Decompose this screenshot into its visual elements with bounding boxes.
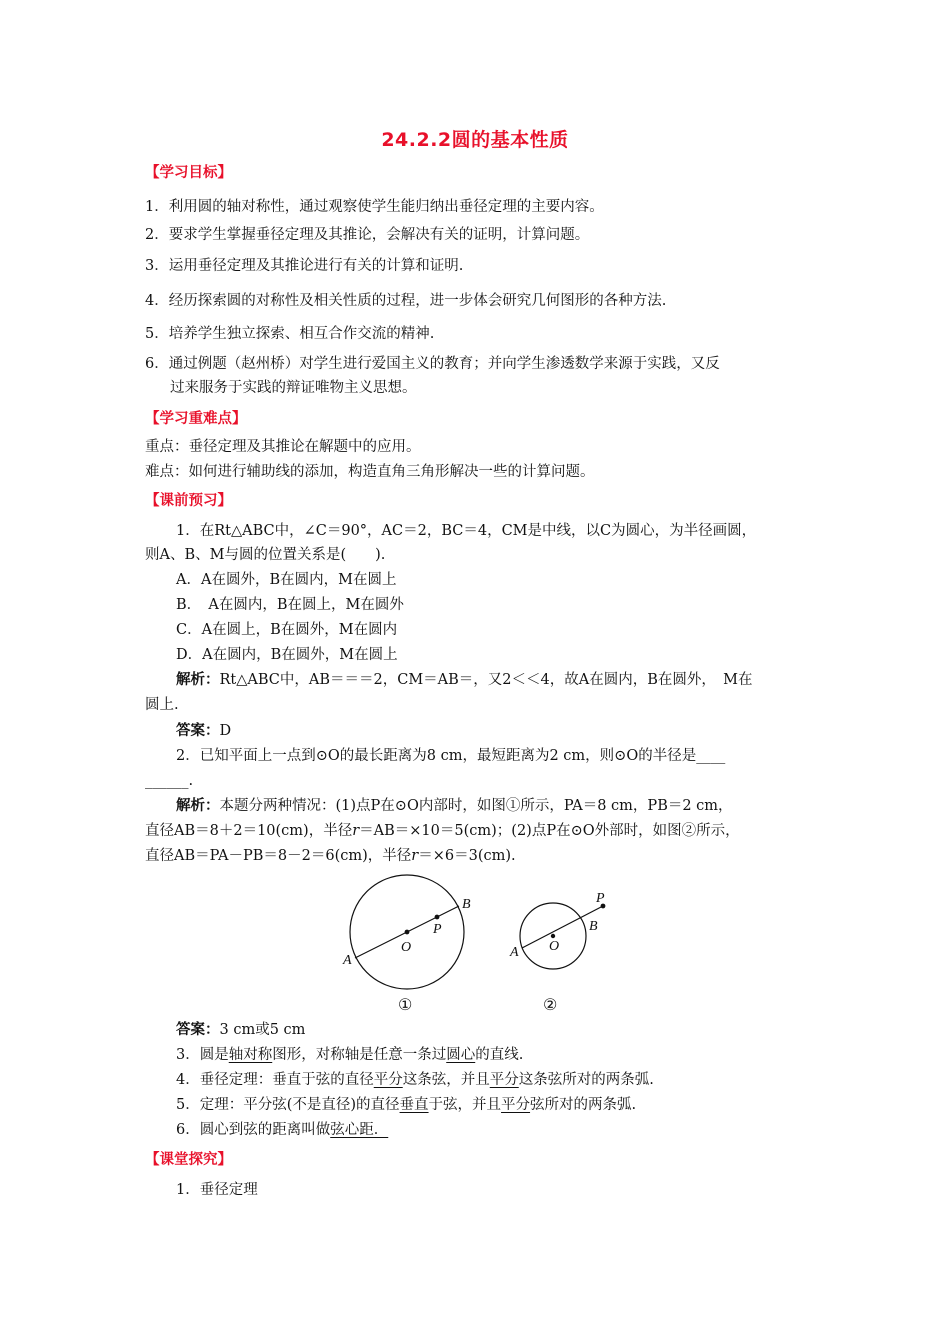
label-b: B (589, 919, 598, 934)
objective-item: 4．经历探索圆的对称性及相关性质的过程，进一步体会研究几何图形的各种方法. (145, 293, 667, 309)
fact-4: 4．垂径定理：垂直于弦的直径平分这条弦，并且平分这条弦所对的两条弧. (176, 1072, 654, 1088)
blank-answer: 平分 (373, 1072, 403, 1088)
answer-label: 答案： (176, 1022, 220, 1038)
label-b: B (462, 897, 471, 912)
answer-label: 答案： (176, 723, 220, 739)
analysis-label: 解析： (176, 798, 220, 814)
analysis-text: 本题分两种情况：(1)点P在⊙O内部时，如图①所示，PA＝8 cm，PB＝2 cm， (219, 798, 733, 814)
objective-item: 3．运用垂径定理及其推论进行有关的计算和证明. (145, 258, 464, 274)
keypoint-important: 重点：垂径定理及其推论在解题中的应用。 (145, 439, 421, 455)
blank-answer: 平分 (501, 1097, 531, 1113)
figure-1-caption: ① (398, 995, 413, 1014)
explore-item: 1．垂径定理 (176, 1182, 258, 1198)
answer-text: D (219, 723, 232, 739)
question-1-analysis-continued: 圆上. (145, 697, 179, 713)
blank-answer: 弦心距． (330, 1122, 389, 1138)
center-point-o (405, 930, 410, 935)
question-1-analysis (176, 670, 752, 690)
page-title: 24.2.2圆的基本性质 (381, 129, 569, 151)
answer-text: 3 cm或5 cm (219, 1022, 306, 1038)
objective-item-continued: 过来服务于实践的辩证唯物主义思想。 (170, 380, 417, 396)
fact-3: 3．圆是轴对称图形，对称轴是任意一条过圆心的直线. (176, 1047, 524, 1063)
section-heading-objectives: 【学习目标】 (145, 165, 232, 181)
section-heading-explore: 【课堂探究】 (145, 1152, 232, 1168)
analysis-text: Rt△ABC中，AB＝＝＝2，CM＝AB＝，又2＜＜4，故A在圆内，B在圆外， M在 (219, 672, 753, 688)
question-1-answer (176, 721, 231, 741)
blank-answer: 平分 (489, 1072, 519, 1088)
section-heading-preview: 【课前预习】 (145, 493, 232, 509)
question-2-analysis-line-3: 直径AB＝PA－PB＝8－2＝6(cm)，半径r＝×6＝3(cm). (145, 848, 516, 864)
label-a: A (343, 953, 352, 968)
figure-2-circle-diagram (503, 886, 618, 974)
objective-item: 6．通过例题（赵州桥）对学生进行爱国主义的教育；并向学生渗透数学来源于实践，又反 (145, 356, 720, 372)
question-2-stem-continued: ______. (145, 773, 194, 789)
blank-answer: 轴对称 (228, 1047, 273, 1063)
question-2-analysis-line-2: 直径AB＝8＋2＝10(cm)，半径r＝AB＝×10＝5(cm)；(2)点P在⊙O外部时，如图②所示， (145, 823, 740, 839)
blank-answer: 垂直 (399, 1097, 429, 1113)
question-1-stem-continued: 则A、B、M与圆的位置关系是( ). (145, 547, 386, 563)
label-p: P (596, 891, 605, 906)
question-2-answer (176, 1020, 305, 1040)
keypoint-difficult: 难点：如何进行辅助线的添加，构造直角三角形解决一些的计算问题。 (145, 464, 595, 480)
question-1-option-b: B． A在圆内，B在圆上，M在圆外 (176, 597, 404, 613)
question-2-stem: 2．已知平面上一点到⊙O的最长距离为8 cm，最短距离为2 cm，则⊙O的半径是____ (176, 748, 726, 764)
question-1-option-a: A．A在圆外，B在圆内，M在圆上 (176, 572, 397, 588)
blank-answer: 圆心 (446, 1047, 476, 1063)
analysis-label: 解析： (176, 672, 220, 688)
label-o: O (549, 939, 560, 954)
label-p: P (433, 922, 442, 937)
section-heading-keypoints: 【学习重难点】 (145, 411, 247, 427)
figure-1-circle-diagram (335, 868, 475, 998)
objective-item: 5．培养学生独立探索、相互合作交流的精神. (145, 326, 435, 342)
label-o: O (401, 940, 412, 955)
question-1-stem: 1．在Rt△ABC中，∠C＝90°，AC＝2，BC＝4，CM是中线，以C为圆心，为半径画圆， (176, 523, 757, 539)
center-point-o (551, 934, 555, 938)
fact-6: 6．圆心到弦的距离叫做弦心距． (176, 1122, 389, 1138)
question-2-analysis (176, 796, 733, 816)
question-1-option-d: D．A在圆内，B在圆外，M在圆上 (176, 647, 398, 663)
objective-item: 1．利用圆的轴对称性，通过观察使学生能归纳出垂径定理的主要内容。 (145, 199, 604, 215)
fact-5: 5．定理：平分弦(不是直径)的直径垂直于弦，并且平分弦所对的两条弧. (176, 1097, 637, 1113)
point-p (435, 915, 440, 920)
figure-2-caption: ② (543, 995, 558, 1014)
question-1-option-c: C．A在圆上，B在圆外，M在圆内 (176, 622, 398, 638)
label-a: A (510, 945, 519, 960)
objective-item: 2．要求学生掌握垂径定理及其推论，会解决有关的证明，计算问题。 (145, 227, 590, 243)
